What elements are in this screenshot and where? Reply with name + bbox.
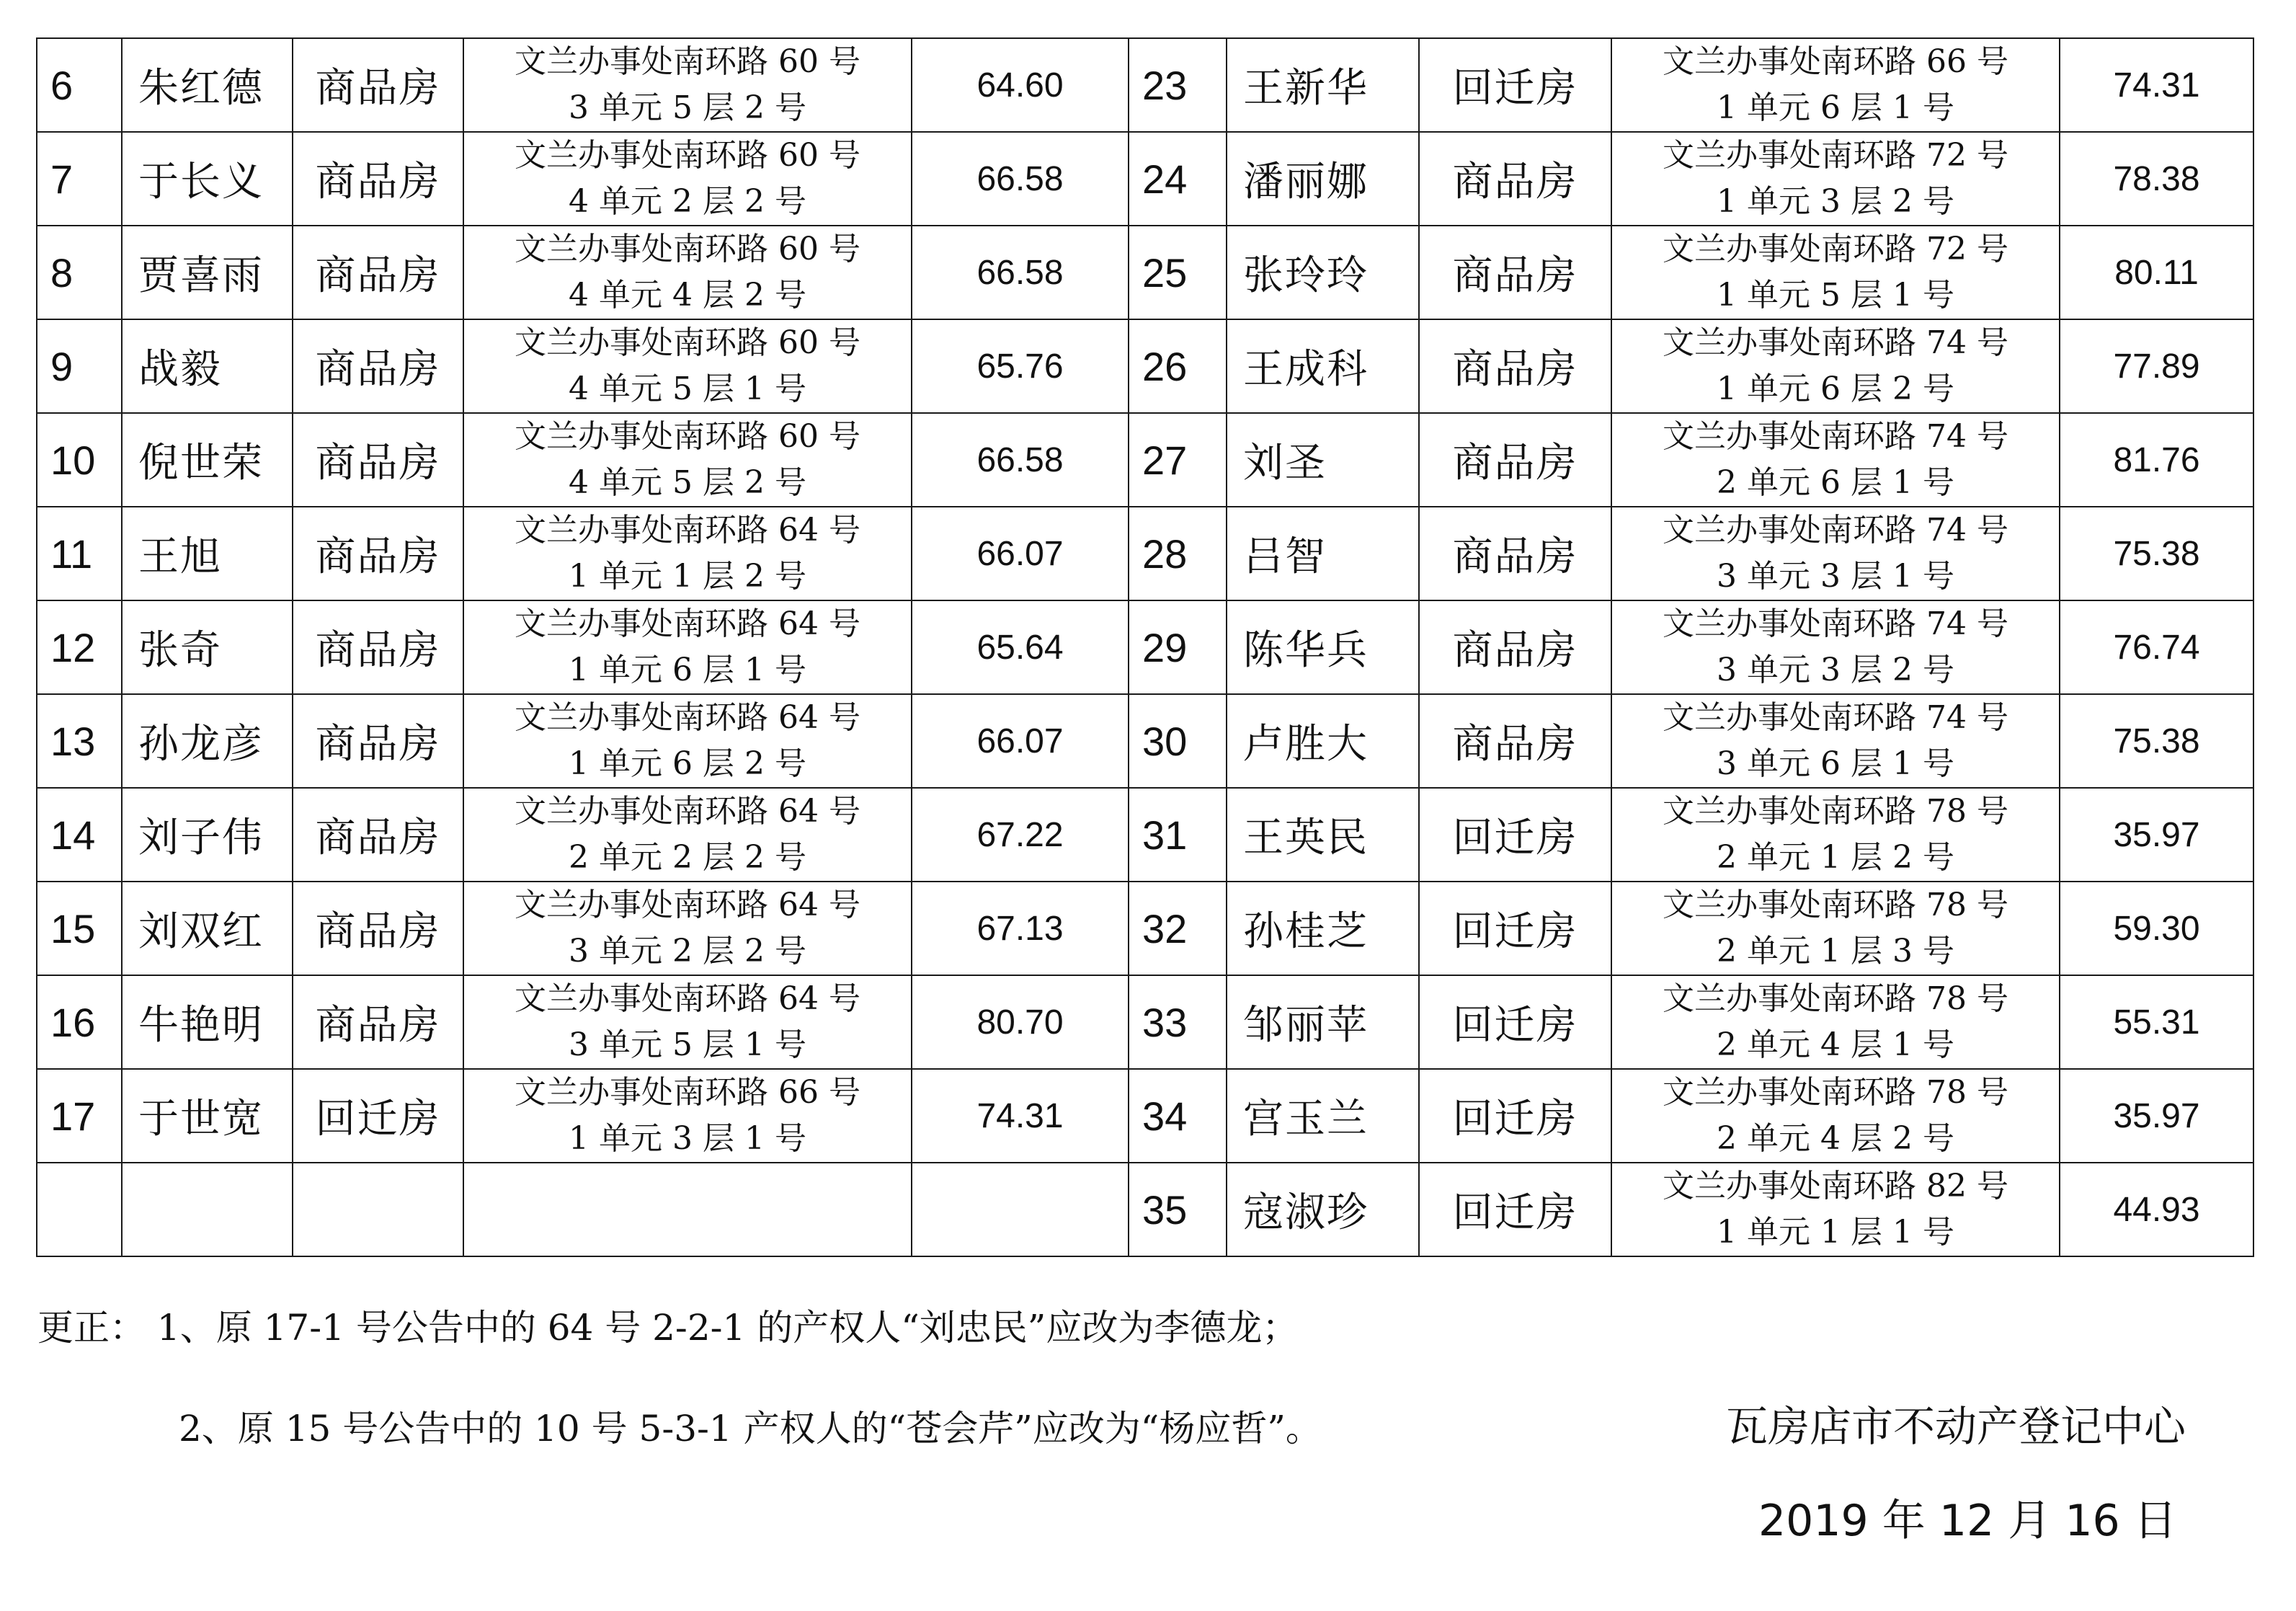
right-address-cell <box>1611 38 2060 132</box>
left-address-cell <box>463 507 912 600</box>
left-address-cell <box>463 413 912 507</box>
right-serial-number-cell: 25 <box>1129 226 1227 319</box>
right-serial-number-cell: 30 <box>1129 694 1227 788</box>
right-address-cell <box>1611 1069 2060 1163</box>
left-area-cell: 67.22 <box>912 788 1129 882</box>
right-serial-number-cell: 26 <box>1129 319 1227 413</box>
left-serial-number-cell: 7 <box>37 132 122 226</box>
address-line-street: 文兰办事处南环路 78 号 <box>1663 980 2008 1017</box>
left-area-cell: 80.70 <box>912 975 1129 1069</box>
issue-date: 2019 年 12 月 16 日 <box>1758 1496 2177 1546</box>
right-owner-name-cell: 宫玉兰 <box>1227 1069 1419 1163</box>
table-row <box>37 1069 2253 1163</box>
right-address-cell <box>1611 600 2060 694</box>
left-owner-name-cell: 倪世荣 <box>122 413 293 507</box>
table-row <box>37 413 2253 507</box>
address-line-unit: 3 单元 6 层 1 号 <box>1717 745 1954 782</box>
right-address-cell <box>1611 1163 2060 1256</box>
address-line-street: 文兰办事处南环路 78 号 <box>1663 887 2008 923</box>
address-line-unit: 1 单元 5 层 1 号 <box>1717 277 1954 314</box>
left-address-cell <box>463 38 912 132</box>
left-address-cell <box>463 975 912 1069</box>
right-housing-type-cell: 商品房 <box>1419 600 1611 694</box>
left-area-cell: 64.60 <box>912 38 1129 132</box>
left-area-cell <box>912 1163 1129 1256</box>
address-line-street: 文兰办事处南环路 66 号 <box>515 1074 860 1111</box>
right-area-cell: 77.89 <box>2060 319 2253 413</box>
right-serial-number-cell: 29 <box>1129 600 1227 694</box>
address-line-street: 文兰办事处南环路 64 号 <box>515 980 860 1017</box>
address-line-unit: 2 单元 1 层 2 号 <box>1717 839 1954 876</box>
address-line-unit: 1 单元 6 层 1 号 <box>1717 89 1954 126</box>
address-line-unit: 2 单元 2 层 2 号 <box>569 839 806 876</box>
right-address-cell <box>1611 226 2060 319</box>
left-owner-name-cell: 牛艳明 <box>122 975 293 1069</box>
table-row <box>37 882 2253 975</box>
left-address-cell <box>463 226 912 319</box>
right-area-cell: 78.38 <box>2060 132 2253 226</box>
right-housing-type-cell: 回迁房 <box>1419 38 1611 132</box>
left-serial-number-cell: 12 <box>37 600 122 694</box>
address-line-unit: 3 单元 5 层 1 号 <box>569 1026 806 1063</box>
right-area-cell: 74.31 <box>2060 38 2253 132</box>
right-address-cell <box>1611 132 2060 226</box>
right-serial-number-cell: 27 <box>1129 413 1227 507</box>
left-serial-number-cell: 9 <box>37 319 122 413</box>
left-housing-type-cell: 商品房 <box>293 413 463 507</box>
right-address-cell <box>1611 882 2060 975</box>
left-owner-name-cell: 于世宽 <box>122 1069 293 1163</box>
address-line-street: 文兰办事处南环路 60 号 <box>515 418 860 455</box>
address-line-unit: 4 单元 5 层 2 号 <box>569 464 806 501</box>
right-housing-type-cell: 商品房 <box>1419 694 1611 788</box>
table-row <box>37 38 2253 132</box>
left-owner-name-cell: 贾喜雨 <box>122 226 293 319</box>
left-serial-number-cell: 6 <box>37 38 122 132</box>
table-row <box>37 226 2253 319</box>
right-area-cell: 55.31 <box>2060 975 2253 1069</box>
left-address-cell <box>463 882 912 975</box>
left-area-cell: 67.13 <box>912 882 1129 975</box>
address-line-unit: 1 单元 1 层 2 号 <box>569 558 806 595</box>
left-address-cell <box>463 1163 912 1256</box>
right-area-cell: 35.97 <box>2060 788 2253 882</box>
left-owner-name-cell: 刘双红 <box>122 882 293 975</box>
right-owner-name-cell: 陈华兵 <box>1227 600 1419 694</box>
left-address-cell <box>463 600 912 694</box>
left-serial-number-cell: 14 <box>37 788 122 882</box>
issuing-authority: 瓦房店市不动产登记中心 <box>1726 1402 2186 1451</box>
left-serial-number-cell: 10 <box>37 413 122 507</box>
left-owner-name-cell: 王旭 <box>122 507 293 600</box>
left-housing-type-cell <box>293 1163 463 1256</box>
right-area-cell: 44.93 <box>2060 1163 2253 1256</box>
left-serial-number-cell: 8 <box>37 226 122 319</box>
right-housing-type-cell: 回迁房 <box>1419 882 1611 975</box>
address-line-street: 文兰办事处南环路 60 号 <box>515 137 860 174</box>
left-serial-number-cell <box>37 1163 122 1256</box>
left-housing-type-cell: 商品房 <box>293 788 463 882</box>
address-line-unit: 3 单元 3 层 2 号 <box>1717 652 1954 688</box>
right-housing-type-cell: 商品房 <box>1419 132 1611 226</box>
table-row <box>37 1163 2253 1256</box>
right-address-cell <box>1611 413 2060 507</box>
right-housing-type-cell: 回迁房 <box>1419 788 1611 882</box>
address-line-street: 文兰办事处南环路 64 号 <box>515 793 860 830</box>
left-housing-type-cell: 商品房 <box>293 507 463 600</box>
address-line-unit: 3 单元 2 层 2 号 <box>569 933 806 969</box>
right-area-cell: 75.38 <box>2060 507 2253 600</box>
left-housing-type-cell: 商品房 <box>293 694 463 788</box>
left-serial-number-cell: 17 <box>37 1069 122 1163</box>
table-row <box>37 975 2253 1069</box>
address-line-street: 文兰办事处南环路 60 号 <box>515 324 860 361</box>
table-row <box>37 788 2253 882</box>
left-area-cell: 66.58 <box>912 226 1129 319</box>
right-address-cell <box>1611 975 2060 1069</box>
left-area-cell: 66.58 <box>912 132 1129 226</box>
table-row <box>37 600 2253 694</box>
right-housing-type-cell: 商品房 <box>1419 226 1611 319</box>
table-row <box>37 694 2253 788</box>
address-line-street: 文兰办事处南环路 74 号 <box>1663 418 2008 455</box>
left-owner-name-cell: 战毅 <box>122 319 293 413</box>
table-row <box>37 507 2253 600</box>
address-line-unit: 2 单元 4 层 2 号 <box>1717 1120 1954 1157</box>
address-line-unit: 4 单元 4 层 2 号 <box>569 277 806 314</box>
right-housing-type-cell: 回迁房 <box>1419 1163 1611 1256</box>
right-owner-name-cell: 王新华 <box>1227 38 1419 132</box>
left-serial-number-cell: 15 <box>37 882 122 975</box>
right-area-cell: 75.38 <box>2060 694 2253 788</box>
right-owner-name-cell: 王成科 <box>1227 319 1419 413</box>
right-serial-number-cell: 24 <box>1129 132 1227 226</box>
left-owner-name-cell <box>122 1163 293 1256</box>
left-owner-name-cell: 孙龙彦 <box>122 694 293 788</box>
right-owner-name-cell: 王英民 <box>1227 788 1419 882</box>
right-serial-number-cell: 35 <box>1129 1163 1227 1256</box>
right-serial-number-cell: 32 <box>1129 882 1227 975</box>
address-line-street: 文兰办事处南环路 74 号 <box>1663 512 2008 549</box>
address-line-street: 文兰办事处南环路 74 号 <box>1663 699 2008 736</box>
left-serial-number-cell: 11 <box>37 507 122 600</box>
left-address-cell <box>463 694 912 788</box>
right-housing-type-cell: 商品房 <box>1419 413 1611 507</box>
right-owner-name-cell: 寇淑珍 <box>1227 1163 1419 1256</box>
left-owner-name-cell: 刘子伟 <box>122 788 293 882</box>
address-line-street: 文兰办事处南环路 74 号 <box>1663 605 2008 642</box>
address-line-unit: 1 单元 3 层 2 号 <box>1717 183 1954 220</box>
left-area-cell: 66.07 <box>912 507 1129 600</box>
left-housing-type-cell: 商品房 <box>293 226 463 319</box>
right-serial-number-cell: 31 <box>1129 788 1227 882</box>
address-line-unit: 4 单元 5 层 1 号 <box>569 370 806 407</box>
right-owner-name-cell: 卢胜大 <box>1227 694 1419 788</box>
left-owner-name-cell: 张奇 <box>122 600 293 694</box>
right-serial-number-cell: 33 <box>1129 975 1227 1069</box>
address-line-unit: 2 单元 4 层 1 号 <box>1717 1026 1954 1063</box>
right-address-cell <box>1611 319 2060 413</box>
right-owner-name-cell: 孙桂芝 <box>1227 882 1419 975</box>
address-line-street: 文兰办事处南环路 64 号 <box>515 887 860 923</box>
right-serial-number-cell: 28 <box>1129 507 1227 600</box>
address-line-street: 文兰办事处南环路 72 号 <box>1663 231 2008 267</box>
left-address-cell <box>463 319 912 413</box>
address-line-street: 文兰办事处南环路 64 号 <box>515 512 860 549</box>
table-row <box>37 132 2253 226</box>
left-owner-name-cell: 朱红德 <box>122 38 293 132</box>
left-housing-type-cell: 回迁房 <box>293 1069 463 1163</box>
right-area-cell: 76.74 <box>2060 600 2253 694</box>
address-line-street: 文兰办事处南环路 60 号 <box>515 43 860 80</box>
left-area-cell: 66.07 <box>912 694 1129 788</box>
address-line-unit: 4 单元 2 层 2 号 <box>569 183 806 220</box>
left-housing-type-cell: 商品房 <box>293 132 463 226</box>
address-line-street: 文兰办事处南环路 72 号 <box>1663 137 2008 174</box>
left-housing-type-cell: 商品房 <box>293 975 463 1069</box>
left-owner-name-cell: 于长义 <box>122 132 293 226</box>
right-owner-name-cell: 潘丽娜 <box>1227 132 1419 226</box>
right-housing-type-cell: 回迁房 <box>1419 975 1611 1069</box>
left-area-cell: 74.31 <box>912 1069 1129 1163</box>
left-area-cell: 65.76 <box>912 319 1129 413</box>
right-area-cell: 59.30 <box>2060 882 2253 975</box>
address-line-street: 文兰办事处南环路 66 号 <box>1663 43 2008 80</box>
property-registry-table <box>36 37 2254 1257</box>
address-line-street: 文兰办事处南环路 74 号 <box>1663 324 2008 361</box>
right-housing-type-cell: 回迁房 <box>1419 1069 1611 1163</box>
address-line-unit: 1 单元 3 层 1 号 <box>569 1120 806 1157</box>
table-body <box>37 38 2253 1256</box>
left-housing-type-cell: 商品房 <box>293 882 463 975</box>
left-serial-number-cell: 13 <box>37 694 122 788</box>
address-line-unit: 3 单元 3 层 1 号 <box>1717 558 1954 595</box>
right-address-cell <box>1611 694 2060 788</box>
left-address-cell <box>463 788 912 882</box>
left-area-cell: 65.64 <box>912 600 1129 694</box>
address-line-street: 文兰办事处南环路 64 号 <box>515 605 860 642</box>
address-line-street: 文兰办事处南环路 64 号 <box>515 699 860 736</box>
correction-note-2: 2、原 15 号公告中的 10 号 5-3-1 产权人的“苍会芹”应改为“杨应哲”。 <box>179 1408 1322 1450</box>
left-address-cell <box>463 132 912 226</box>
right-owner-name-cell: 刘圣 <box>1227 413 1419 507</box>
left-housing-type-cell: 商品房 <box>293 319 463 413</box>
table-row <box>37 319 2253 413</box>
address-line-unit: 2 单元 1 层 3 号 <box>1717 933 1954 969</box>
address-line-unit: 1 单元 6 层 2 号 <box>1717 370 1954 407</box>
address-line-unit: 1 单元 1 层 1 号 <box>1717 1214 1954 1251</box>
right-address-cell <box>1611 788 2060 882</box>
left-address-cell <box>463 1069 912 1163</box>
right-area-cell: 35.97 <box>2060 1069 2253 1163</box>
left-housing-type-cell: 商品房 <box>293 38 463 132</box>
right-address-cell <box>1611 507 2060 600</box>
left-serial-number-cell: 16 <box>37 975 122 1069</box>
right-owner-name-cell: 吕智 <box>1227 507 1419 600</box>
right-housing-type-cell: 商品房 <box>1419 507 1611 600</box>
address-line-unit: 1 单元 6 层 2 号 <box>569 745 806 782</box>
right-serial-number-cell: 34 <box>1129 1069 1227 1163</box>
address-line-unit: 1 单元 6 层 1 号 <box>569 652 806 688</box>
address-line-street: 文兰办事处南环路 78 号 <box>1663 1074 2008 1111</box>
address-line-street: 文兰办事处南环路 82 号 <box>1663 1168 2008 1204</box>
left-housing-type-cell: 商品房 <box>293 600 463 694</box>
address-line-street: 文兰办事处南环路 78 号 <box>1663 793 2008 830</box>
left-area-cell: 66.58 <box>912 413 1129 507</box>
address-line-unit: 2 单元 6 层 1 号 <box>1717 464 1954 501</box>
right-owner-name-cell: 邹丽苹 <box>1227 975 1419 1069</box>
right-serial-number-cell: 23 <box>1129 38 1227 132</box>
right-area-cell: 81.76 <box>2060 413 2253 507</box>
right-area-cell: 80.11 <box>2060 226 2253 319</box>
address-line-street: 文兰办事处南环路 60 号 <box>515 231 860 267</box>
right-housing-type-cell: 商品房 <box>1419 319 1611 413</box>
right-owner-name-cell: 张玲玲 <box>1227 226 1419 319</box>
correction-note-1: 更正： 1、原 17-1 号公告中的 64 号 2-2-1 的产权人“刘忠民”应改为李德龙； <box>37 1307 1299 1349</box>
address-line-unit: 3 单元 5 层 2 号 <box>569 89 806 126</box>
